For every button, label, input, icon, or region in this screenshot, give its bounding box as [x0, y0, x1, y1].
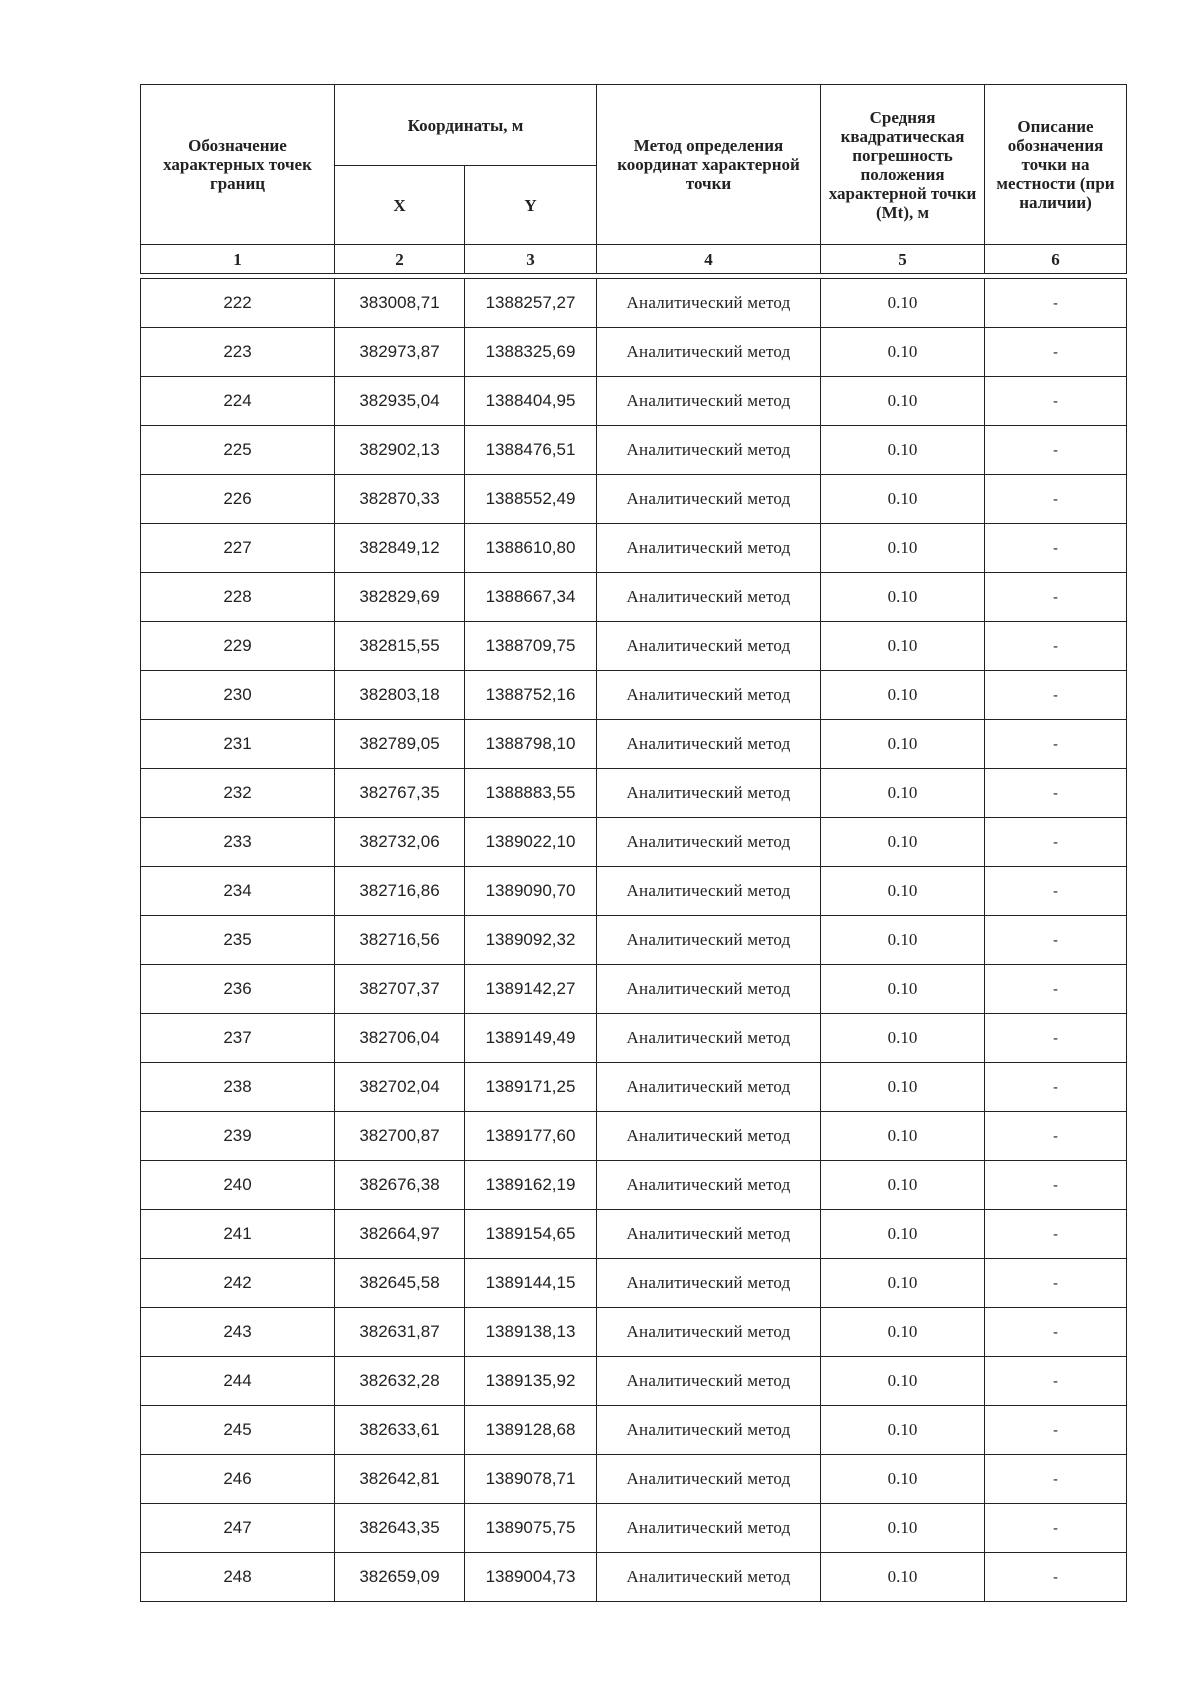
cell-x: 382676,38 [335, 1161, 465, 1210]
cell-mt: 0.10 [821, 916, 985, 965]
cell-description: - [985, 916, 1127, 965]
cell-method: Аналитический метод [597, 1161, 821, 1210]
cell-y: 1388325,69 [465, 328, 597, 377]
table-row [141, 1210, 1127, 1259]
cell-method: Аналитический метод [597, 377, 821, 426]
cell-mt: 0.10 [821, 720, 985, 769]
table-row [141, 475, 1127, 524]
column-number: 2 [335, 245, 465, 274]
cell-point-id: 230 [141, 671, 335, 720]
cell-y: 1388798,10 [465, 720, 597, 769]
cell-point-id: 232 [141, 769, 335, 818]
table-row [141, 524, 1127, 573]
cell-description: - [985, 426, 1127, 475]
cell-point-id: 226 [141, 475, 335, 524]
cell-y: 1389128,68 [465, 1406, 597, 1455]
cell-method: Аналитический метод [597, 279, 821, 328]
cell-description: - [985, 622, 1127, 671]
cell-x: 382664,97 [335, 1210, 465, 1259]
header-coordinates-group: Координаты, м [335, 85, 597, 166]
cell-point-id: 243 [141, 1308, 335, 1357]
column-number: 5 [821, 245, 985, 274]
cell-y: 1389075,75 [465, 1504, 597, 1553]
cell-y: 1389078,71 [465, 1455, 597, 1504]
cell-description: - [985, 1455, 1127, 1504]
cell-x: 382632,28 [335, 1357, 465, 1406]
cell-method: Аналитический метод [597, 769, 821, 818]
cell-point-id: 229 [141, 622, 335, 671]
table-row [141, 867, 1127, 916]
cell-mt: 0.10 [821, 328, 985, 377]
cell-point-id: 244 [141, 1357, 335, 1406]
cell-point-id: 233 [141, 818, 335, 867]
cell-x: 382789,05 [335, 720, 465, 769]
cell-method: Аналитический метод [597, 1063, 821, 1112]
cell-description: - [985, 573, 1127, 622]
cell-x: 382902,13 [335, 426, 465, 475]
header-y: Y [465, 166, 597, 245]
cell-description: - [985, 1504, 1127, 1553]
cell-x: 382706,04 [335, 1014, 465, 1063]
cell-mt: 0.10 [821, 622, 985, 671]
table-body [141, 279, 1127, 1602]
cell-method: Аналитический метод [597, 818, 821, 867]
cell-mt: 0.10 [821, 1553, 985, 1602]
cell-y: 1388552,49 [465, 475, 597, 524]
cell-description: - [985, 1406, 1127, 1455]
cell-description: - [985, 1161, 1127, 1210]
cell-point-id: 248 [141, 1553, 335, 1602]
cell-x: 382815,55 [335, 622, 465, 671]
coordinates-table [140, 84, 1127, 1602]
cell-method: Аналитический метод [597, 720, 821, 769]
table-row [141, 328, 1127, 377]
cell-method: Аналитический метод [597, 573, 821, 622]
cell-description: - [985, 1112, 1127, 1161]
cell-point-id: 240 [141, 1161, 335, 1210]
table-row [141, 818, 1127, 867]
cell-method: Аналитический метод [597, 1455, 821, 1504]
table-row [141, 916, 1127, 965]
cell-mt: 0.10 [821, 1014, 985, 1063]
cell-point-id: 224 [141, 377, 335, 426]
cell-y: 1389092,32 [465, 916, 597, 965]
cell-method: Аналитический метод [597, 965, 821, 1014]
cell-mt: 0.10 [821, 671, 985, 720]
header-mean-square-error: Средняя квадратическая погрешность положения характерной точки (Mt), м [821, 85, 985, 245]
cell-description: - [985, 1357, 1127, 1406]
cell-point-id: 245 [141, 1406, 335, 1455]
cell-y: 1389090,70 [465, 867, 597, 916]
cell-y: 1389149,49 [465, 1014, 597, 1063]
cell-x: 382707,37 [335, 965, 465, 1014]
cell-point-id: 237 [141, 1014, 335, 1063]
cell-y: 1389022,10 [465, 818, 597, 867]
cell-description: - [985, 1259, 1127, 1308]
cell-mt: 0.10 [821, 279, 985, 328]
cell-x: 382716,86 [335, 867, 465, 916]
cell-description: - [985, 671, 1127, 720]
cell-mt: 0.10 [821, 475, 985, 524]
header-x: X [335, 166, 465, 245]
cell-y: 1389171,25 [465, 1063, 597, 1112]
cell-mt: 0.10 [821, 524, 985, 573]
cell-x: 382803,18 [335, 671, 465, 720]
table-row [141, 1308, 1127, 1357]
cell-method: Аналитический метод [597, 1014, 821, 1063]
cell-method: Аналитический метод [597, 671, 821, 720]
cell-point-id: 247 [141, 1504, 335, 1553]
cell-point-id: 223 [141, 328, 335, 377]
cell-y: 1388752,16 [465, 671, 597, 720]
cell-x: 382973,87 [335, 328, 465, 377]
cell-y: 1388709,75 [465, 622, 597, 671]
cell-y: 1389177,60 [465, 1112, 597, 1161]
cell-x: 382700,87 [335, 1112, 465, 1161]
cell-point-id: 241 [141, 1210, 335, 1259]
table-row [141, 1259, 1127, 1308]
cell-x: 382870,33 [335, 475, 465, 524]
cell-method: Аналитический метод [597, 426, 821, 475]
cell-point-id: 227 [141, 524, 335, 573]
cell-y: 1389142,27 [465, 965, 597, 1014]
cell-y: 1388476,51 [465, 426, 597, 475]
table-row [141, 1357, 1127, 1406]
table-row [141, 1504, 1127, 1553]
column-number: 4 [597, 245, 821, 274]
cell-mt: 0.10 [821, 1455, 985, 1504]
cell-description: - [985, 1210, 1127, 1259]
cell-description: - [985, 1063, 1127, 1112]
cell-method: Аналитический метод [597, 1504, 821, 1553]
table-row [141, 1553, 1127, 1602]
header-point-description: Описание обозначения точки на местности (при наличии) [985, 85, 1127, 245]
cell-y: 1389135,92 [465, 1357, 597, 1406]
cell-y: 1389154,65 [465, 1210, 597, 1259]
cell-x: 382829,69 [335, 573, 465, 622]
cell-y: 1389004,73 [465, 1553, 597, 1602]
cell-y: 1388883,55 [465, 769, 597, 818]
cell-point-id: 225 [141, 426, 335, 475]
cell-y: 1388257,27 [465, 279, 597, 328]
cell-y: 1389162,19 [465, 1161, 597, 1210]
cell-method: Аналитический метод [597, 1553, 821, 1602]
table-row [141, 1406, 1127, 1455]
cell-mt: 0.10 [821, 377, 985, 426]
cell-description: - [985, 524, 1127, 573]
cell-point-id: 234 [141, 867, 335, 916]
table-row [141, 720, 1127, 769]
cell-y: 1388404,95 [465, 377, 597, 426]
cell-y: 1389138,13 [465, 1308, 597, 1357]
column-number: 1 [141, 245, 335, 274]
table-row [141, 279, 1127, 328]
cell-point-id: 246 [141, 1455, 335, 1504]
cell-description: - [985, 720, 1127, 769]
cell-point-id: 231 [141, 720, 335, 769]
table-row [141, 965, 1127, 1014]
cell-x: 382643,35 [335, 1504, 465, 1553]
cell-description: - [985, 867, 1127, 916]
cell-x: 382642,81 [335, 1455, 465, 1504]
table-row [141, 622, 1127, 671]
cell-x: 382767,35 [335, 769, 465, 818]
table-row [141, 1112, 1127, 1161]
cell-description: - [985, 328, 1127, 377]
table-row [141, 671, 1127, 720]
table-row [141, 377, 1127, 426]
cell-point-id: 242 [141, 1259, 335, 1308]
table-row [141, 769, 1127, 818]
cell-description: - [985, 818, 1127, 867]
cell-mt: 0.10 [821, 1406, 985, 1455]
cell-y: 1388667,34 [465, 573, 597, 622]
cell-method: Аналитический метод [597, 1357, 821, 1406]
cell-mt: 0.10 [821, 1357, 985, 1406]
cell-method: Аналитический метод [597, 622, 821, 671]
cell-method: Аналитический метод [597, 524, 821, 573]
cell-method: Аналитический метод [597, 1259, 821, 1308]
cell-x: 382732,06 [335, 818, 465, 867]
cell-mt: 0.10 [821, 1259, 985, 1308]
cell-mt: 0.10 [821, 1210, 985, 1259]
cell-mt: 0.10 [821, 573, 985, 622]
cell-x: 382633,61 [335, 1406, 465, 1455]
cell-description: - [985, 965, 1127, 1014]
cell-method: Аналитический метод [597, 1210, 821, 1259]
cell-x: 382659,09 [335, 1553, 465, 1602]
table-row [141, 573, 1127, 622]
header-method: Метод определения координат характерной точки [597, 85, 821, 245]
cell-mt: 0.10 [821, 1063, 985, 1112]
cell-mt: 0.10 [821, 1308, 985, 1357]
cell-description: - [985, 1308, 1127, 1357]
cell-method: Аналитический метод [597, 328, 821, 377]
cell-x: 382702,04 [335, 1063, 465, 1112]
cell-mt: 0.10 [821, 818, 985, 867]
column-number: 3 [465, 245, 597, 274]
cell-point-id: 239 [141, 1112, 335, 1161]
cell-mt: 0.10 [821, 1161, 985, 1210]
cell-description: - [985, 377, 1127, 426]
cell-point-id: 222 [141, 279, 335, 328]
cell-description: - [985, 769, 1127, 818]
cell-point-id: 238 [141, 1063, 335, 1112]
header-point-designation: Обозначение характерных точек границ [141, 85, 335, 245]
table-row [141, 1063, 1127, 1112]
cell-method: Аналитический метод [597, 1112, 821, 1161]
cell-description: - [985, 1553, 1127, 1602]
cell-y: 1388610,80 [465, 524, 597, 573]
cell-point-id: 235 [141, 916, 335, 965]
cell-x: 383008,71 [335, 279, 465, 328]
cell-mt: 0.10 [821, 1112, 985, 1161]
cell-point-id: 236 [141, 965, 335, 1014]
table-row [141, 1014, 1127, 1063]
cell-description: - [985, 475, 1127, 524]
cell-mt: 0.10 [821, 965, 985, 1014]
cell-x: 382935,04 [335, 377, 465, 426]
column-number: 6 [985, 245, 1127, 274]
cell-x: 382716,56 [335, 916, 465, 965]
cell-x: 382645,58 [335, 1259, 465, 1308]
cell-description: - [985, 279, 1127, 328]
cell-mt: 0.10 [821, 769, 985, 818]
cell-method: Аналитический метод [597, 916, 821, 965]
table-row [141, 1455, 1127, 1504]
cell-method: Аналитический метод [597, 1308, 821, 1357]
cell-mt: 0.10 [821, 867, 985, 916]
cell-point-id: 228 [141, 573, 335, 622]
cell-mt: 0.10 [821, 426, 985, 475]
cell-x: 382849,12 [335, 524, 465, 573]
cell-method: Аналитический метод [597, 1406, 821, 1455]
table-row [141, 1161, 1127, 1210]
cell-mt: 0.10 [821, 1504, 985, 1553]
cell-method: Аналитический метод [597, 475, 821, 524]
cell-method: Аналитический метод [597, 867, 821, 916]
cell-description: - [985, 1014, 1127, 1063]
cell-y: 1389144,15 [465, 1259, 597, 1308]
table-header [141, 85, 1127, 279]
table-row [141, 426, 1127, 475]
cell-x: 382631,87 [335, 1308, 465, 1357]
